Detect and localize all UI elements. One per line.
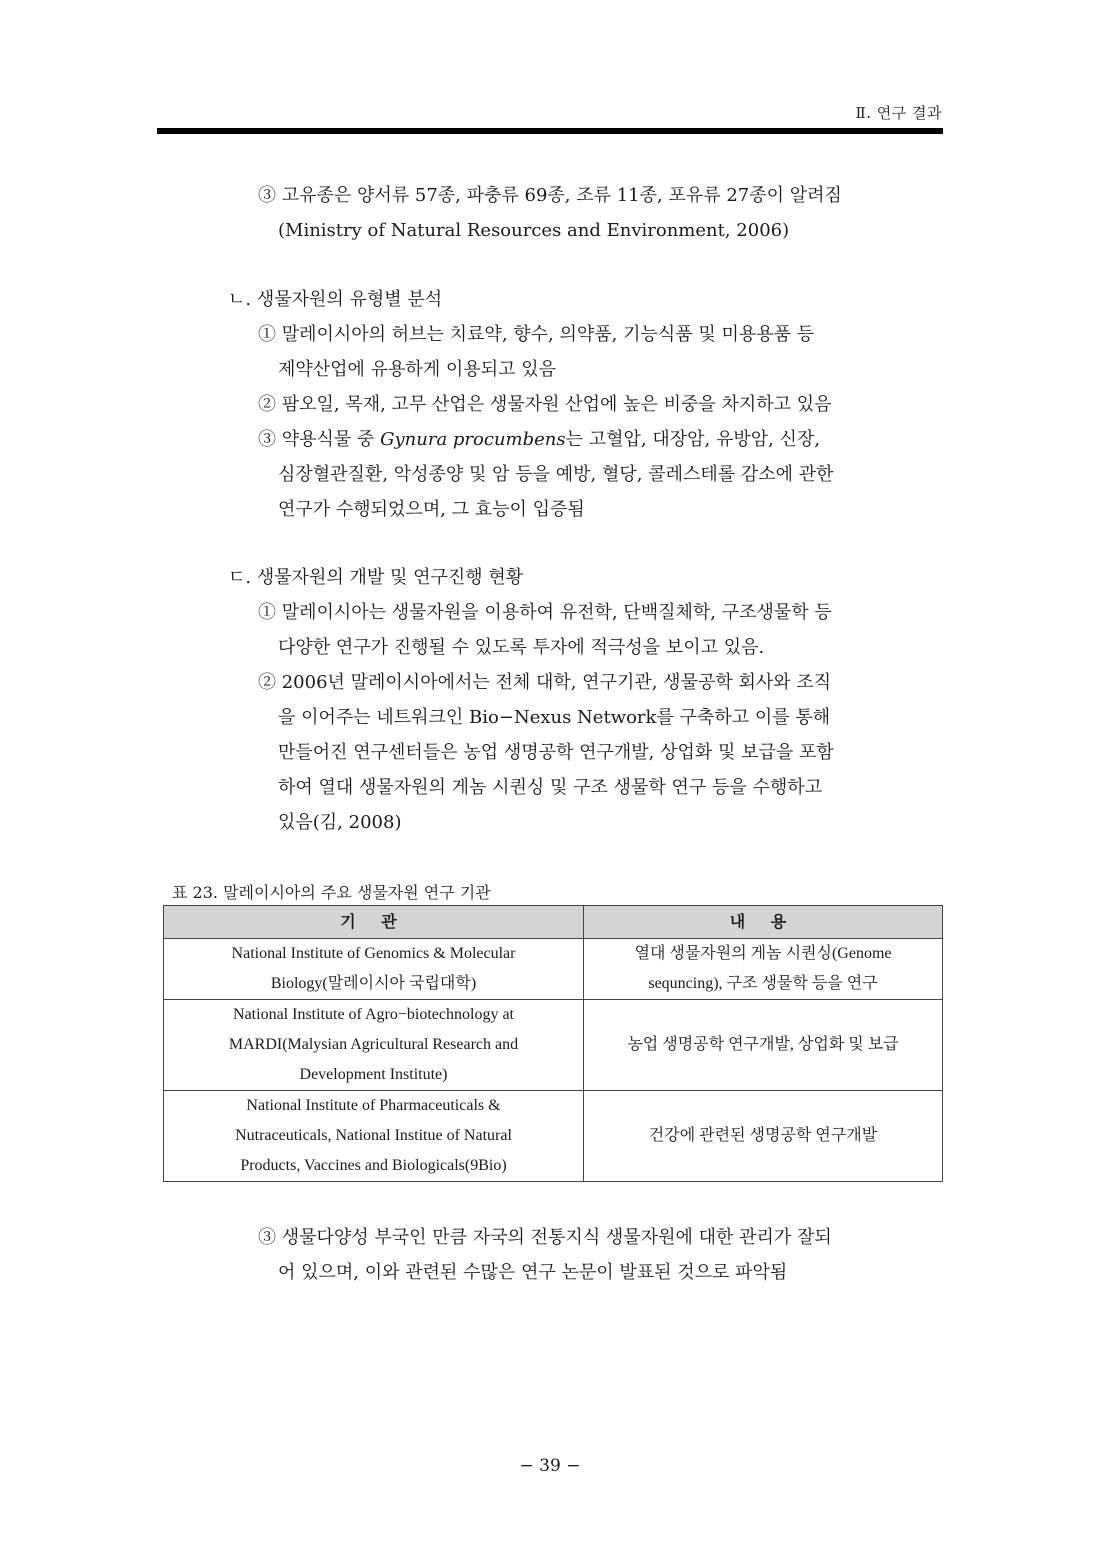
item-line: 연구가 수행되었으며, 그 효능이 입증됨 xyxy=(278,499,585,520)
item-line: ② 팜오일, 목재, 고무 산업은 생물자원 산업에 높은 비중을 차지하고 있음 xyxy=(258,394,832,415)
section-heading-type-analysis: ㄴ. 생물자원의 유형별 분석 xyxy=(228,289,443,310)
cell-line: National Institute of Pharmaceuticals & xyxy=(246,1097,501,1114)
table-row xyxy=(164,939,943,1000)
item-line: ③ 생물다양성 부국인 만큼 자국의 전통지식 생물자원에 대한 관리가 잘되 xyxy=(258,1227,832,1248)
cell-line: Products, Vaccines and Biologicals(9Bio) xyxy=(240,1157,507,1174)
table-row xyxy=(164,1000,943,1091)
item-line xyxy=(258,422,942,457)
content-cell xyxy=(584,1000,943,1091)
column-header-institution: 기 관 xyxy=(164,906,584,939)
cell-line: sequncing), 구조 생물학 등을 연구 xyxy=(648,975,878,992)
item-line: ① 말레이시아는 생물자원을 이용하여 유전학, 단백질체학, 구조생물학 등 xyxy=(258,602,832,623)
table-caption: 표 23. 말레이시아의 주요 생물자원 연구 기관 xyxy=(172,883,491,902)
endemic-species-item xyxy=(258,178,942,248)
item-line: 제약산업에 유용하게 이용되고 있음 xyxy=(278,359,556,380)
table-header-row xyxy=(164,906,943,939)
item-text: ③ 약용식물 중 xyxy=(258,429,381,450)
item-line: 있음(김, 2008) xyxy=(278,812,402,833)
item-line: ③ 고유종은 양서류 57종, 파충류 69종, 조류 11종, 포유류 27종이 알려짐 xyxy=(258,185,842,206)
section-heading-development-status: ㄷ. 생물자원의 개발 및 연구진행 현황 xyxy=(228,567,524,588)
institution-cell xyxy=(164,939,584,1000)
traditional-knowledge-item xyxy=(258,1220,942,1290)
item-line: ① 말레이시아의 허브는 치료약, 향수, 의약품, 기능식품 및 미용용품 등 xyxy=(258,324,815,345)
content-cell xyxy=(584,939,943,1000)
item-line: 을 이어주는 네트워크인 Bio−Nexus Network를 구축하고 이를 통해 xyxy=(278,707,831,728)
research-institutions-table xyxy=(163,905,943,1182)
cell-line: National Institute of Genomics & Molecular xyxy=(231,945,516,962)
cell-line: Nutraceuticals, National Institue of Natural xyxy=(235,1127,512,1144)
cell-line: National Institute of Agro−biotechnology at xyxy=(233,1006,514,1023)
cell-line: 열대 생물자원의 게놈 시퀀싱(Genome xyxy=(634,945,892,962)
content-cell xyxy=(584,1091,943,1182)
page-number: − 39 − xyxy=(519,1456,581,1476)
item-text: 는 고혈압, 대장암, 유방암, 신장, xyxy=(565,429,821,450)
item-line: 어 있으며, 이와 관련된 수많은 연구 논문이 발표된 것으로 파악됨 xyxy=(278,1262,788,1283)
column-header-content: 내 용 xyxy=(584,906,943,939)
item-line: 하여 열대 생물자원의 게놈 시퀀싱 및 구조 생물학 연구 등을 수행하고 xyxy=(278,777,823,798)
table-row xyxy=(164,1091,943,1182)
item-line: 다양한 연구가 진행될 수 있도록 투자에 적극성을 보이고 있음. xyxy=(278,637,765,658)
institution-cell xyxy=(164,1091,584,1182)
institution-cell xyxy=(164,1000,584,1091)
cell-line: Biology(말레이시아 국립대학) xyxy=(270,975,477,992)
item-line: ② 2006년 말레이시아에서는 전체 대학, 연구기관, 생물공학 회사와 조직 xyxy=(258,672,832,693)
species-name: Gynura procumbens xyxy=(380,429,566,450)
cell-line: Development Institute) xyxy=(299,1066,448,1083)
cell-line: MARDI(Malysian Agricultural Research and xyxy=(228,1036,519,1053)
item-line: 심장혈관질환, 악성종양 및 암 등을 예방, 혈당, 콜레스테롤 감소에 관한 xyxy=(278,464,834,485)
cell-line: 건강에 관련된 생명공학 연구개발 xyxy=(648,1127,878,1144)
header-rule xyxy=(157,128,943,134)
item-line: 만들어진 연구센터들은 농업 생명공학 연구개발, 상업화 및 보급을 포함 xyxy=(278,742,834,763)
type-analysis-items xyxy=(258,317,942,527)
cell-line: 농업 생명공학 연구개발, 상업화 및 보급 xyxy=(627,1036,899,1053)
running-header: Ⅱ. 연구 결과 xyxy=(855,104,942,122)
item-line: (Ministry of Natural Resources and Environment, 2006) xyxy=(278,220,790,241)
development-status-items xyxy=(258,595,942,840)
